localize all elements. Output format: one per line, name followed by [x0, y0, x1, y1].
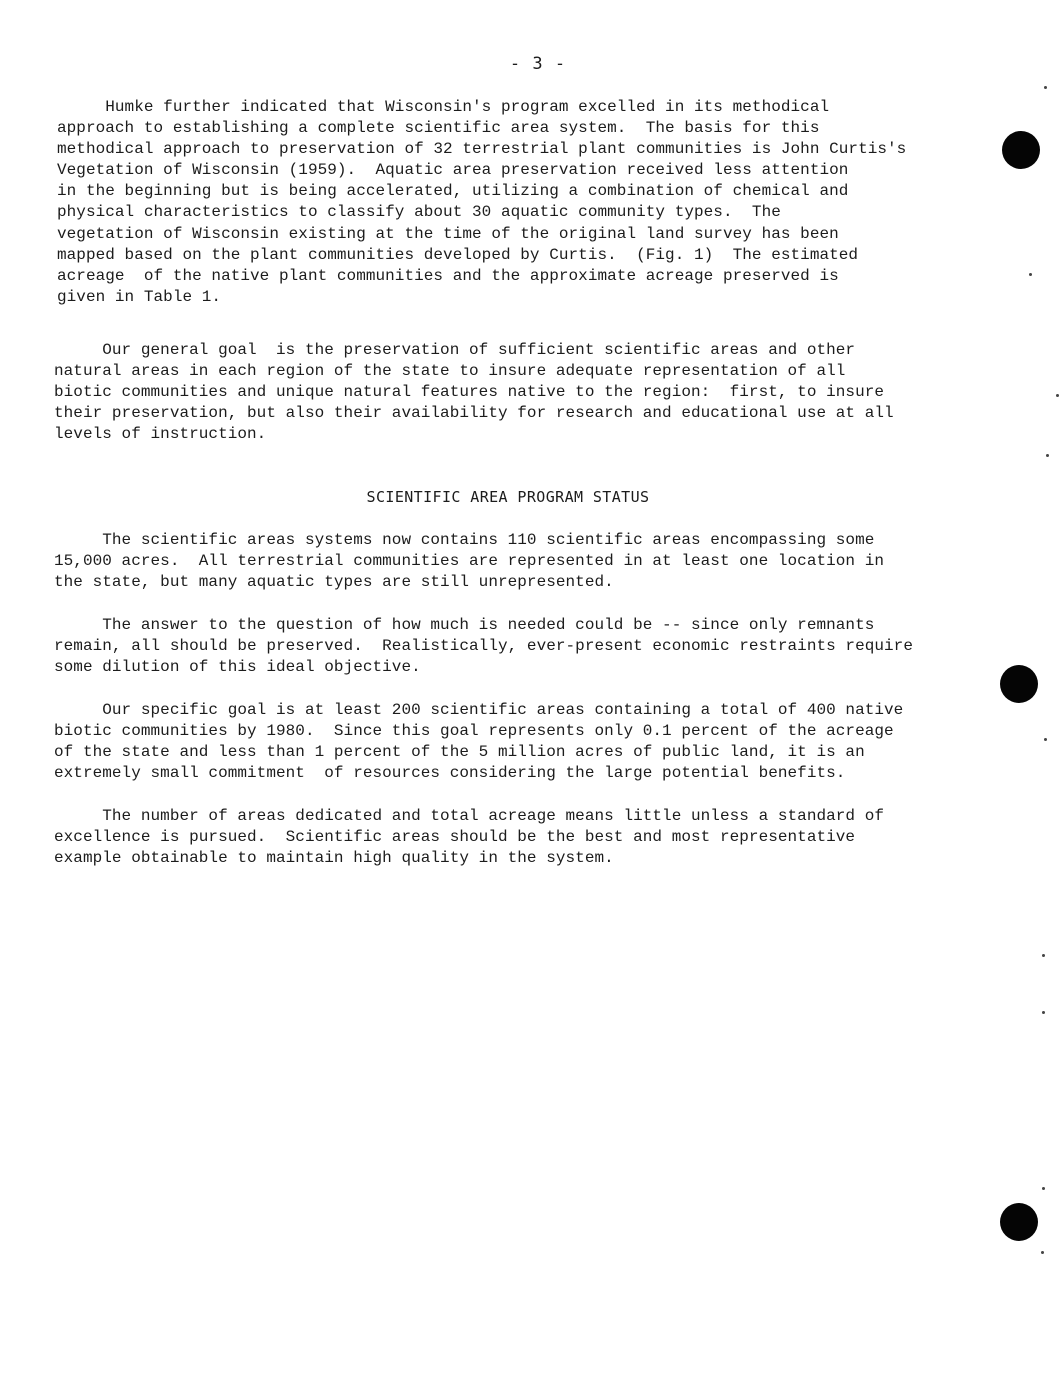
paragraph-standard-of-excellence — [54, 806, 884, 869]
text-line: Our specific goal is at least 200 scientific areas containing a total of 400 native — [54, 701, 904, 719]
text-line: given in Table 1. — [57, 287, 222, 306]
paragraph-program-status — [54, 530, 884, 593]
binder-hole — [1000, 665, 1038, 703]
text-line: mapped based on the plant communities developed by Curtis. (Fig. 1) The estimated — [57, 245, 859, 264]
paragraph-how-much-needed — [54, 615, 913, 678]
paragraph-general-goal — [54, 340, 894, 445]
text-line: physical characteristics to classify about 30 aquatic community types. The — [57, 203, 781, 222]
text-line: example obtainable to maintain high quality in the system. — [54, 849, 614, 868]
text-line: the state, but many aquatic types are still unrepresented. — [54, 573, 614, 592]
page-number: - 3 - — [509, 54, 567, 74]
text-line: some dilution of this ideal objective. — [54, 658, 421, 677]
text-line: Vegetation of Wisconsin (1959). Aquatic area preservation received less attention — [57, 161, 849, 180]
paragraph-humke — [57, 97, 906, 308]
text-line: methodical approach to preservation of 32 terrestrial plant communities is John Curtis's — [57, 140, 907, 159]
scan-speck — [1041, 1251, 1044, 1254]
text-line: extremely small commitment of resources considering the large potential benefits. — [54, 764, 846, 783]
scan-speck — [1056, 394, 1059, 397]
text-line: The number of areas dedicated and total acreage means little unless a standard of — [54, 807, 885, 825]
paragraph-specific-goal — [54, 700, 903, 784]
text-line: The scientific areas systems now contains 110 scientific areas encompassing some — [54, 531, 875, 549]
text-line: biotic communities by 1980. Since this goal represents only 0.1 percent of the acreage — [54, 722, 894, 741]
text-line: Humke further indicated that Wisconsin's program excelled in its methodical — [57, 98, 830, 116]
text-line: approach to establishing a complete scientific area system. The basis for this — [57, 119, 820, 138]
scan-speck — [1046, 454, 1049, 457]
text-line: of the state and less than 1 percent of the 5 million acres of public land, it is an — [54, 743, 865, 762]
text-line: The answer to the question of how much is needed could be -- since only remnants — [54, 616, 875, 634]
text-line: Our general goal is the preservation of sufficient scientific areas and other — [54, 341, 856, 359]
scan-speck — [1044, 738, 1047, 741]
text-line: biotic communities and unique natural features native to the region: first, to insure — [54, 383, 885, 402]
binder-hole — [1002, 131, 1040, 169]
text-line: levels of instruction. — [54, 425, 267, 444]
text-line: their preservation, but also their availability for research and educational use at all — [54, 404, 894, 423]
scan-speck — [1042, 954, 1045, 957]
scan-speck — [1042, 1187, 1045, 1190]
text-line: vegetation of Wisconsin existing at the time of the original land survey has been — [57, 224, 839, 243]
text-line: natural areas in each region of the state to insure adequate representation of all — [54, 362, 846, 381]
scan-speck — [1042, 1011, 1045, 1014]
scan-speck — [1029, 273, 1032, 276]
text-line: excellence is pursued. Scientific areas should be the best and most representative — [54, 828, 856, 847]
section-heading: SCIENTIFIC AREA PROGRAM STATUS — [366, 488, 650, 506]
text-line: 15,000 acres. All terrestrial communities are represented in at least one location in — [54, 552, 885, 571]
text-line: remain, all should be preserved. Realistically, ever-present economic restraints require — [54, 637, 913, 656]
text-line: in the beginning but is being accelerated, utilizing a combination of chemical and — [57, 182, 849, 201]
binder-hole — [1000, 1203, 1038, 1241]
scan-speck — [1044, 86, 1047, 89]
text-line: acreage of the native plant communities and the approximate acreage preserved is — [57, 266, 839, 285]
